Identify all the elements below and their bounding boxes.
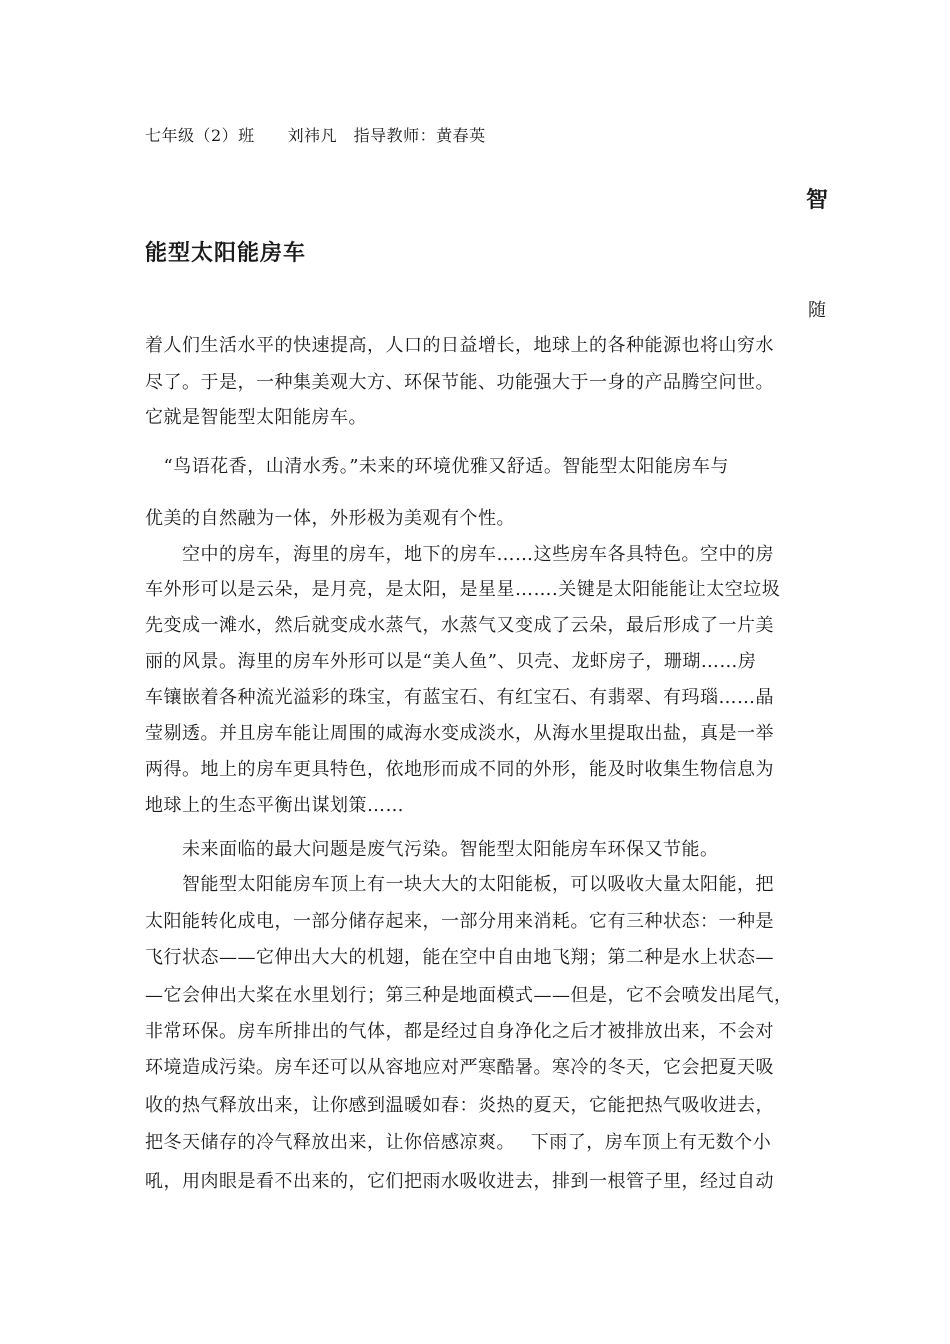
body-line: 两得。地上的房车更具特色，依地形而成不同的外形，能及时收集生物信息为 bbox=[145, 759, 774, 780]
body-line: “鸟语花香，山清水秀。”未来的环境优雅又舒适。智能型太阳能房车与 bbox=[145, 456, 729, 477]
body-line: 把冬天储存的冷气释放出来，让你倍感凉爽。 下雨了，房车顶上有无数个小 bbox=[145, 1132, 772, 1153]
body-line: 飞行状态——它伸出大大的机翅，能在空中自由地飞翔；第二种是水上状态— bbox=[145, 947, 774, 968]
body-line: 尽了。于是，一种集美观大方、环保节能、功能强大于一身的产品腾空问世。 bbox=[145, 372, 774, 393]
body-line: 地球上的生态平衡出谋划策…… bbox=[145, 795, 404, 816]
title-first-char: 智 bbox=[805, 188, 828, 213]
body-line: 优美的自然融为一体，外形极为美观有个性。 bbox=[145, 508, 515, 529]
body-line: 它就是智能型太阳能房车。 bbox=[145, 407, 367, 428]
body-line: 空中的房车，海里的房车，地下的房车……这些房车各具特色。空中的房 bbox=[145, 544, 774, 565]
body-line: 收的热气释放出来，让你感到温暖如春：炎热的夏天，它能把热气吸收进去， bbox=[145, 1095, 774, 1116]
page-title: 能型太阳能房车 bbox=[145, 241, 307, 266]
body-line: 未来面临的最大问题是废气污染。智能型太阳能房车环保又节能。 bbox=[145, 839, 719, 860]
body-line: 吼，用肉眼是看不出来的，它们把雨水吸收进去，排到一根管子里，经过自动 bbox=[145, 1171, 774, 1192]
body-line: 环境造成污染。房车还可以从容地应对严寒酷暑。寒冷的冬天，它会把夏天吸 bbox=[145, 1057, 774, 1078]
body-line: 先变成一滩水，然后就变成水蒸气，水蒸气又变成了云朵，最后形成了一片美 bbox=[145, 615, 774, 636]
body-line: 智能型太阳能房车顶上有一块大大的太阳能板，可以吸收大量太阳能，把 bbox=[145, 874, 774, 895]
body-line: 车镶嵌着各种流光溢彩的珠宝，有蓝宝石、有红宝石、有翡翠、有玛瑙……晶 bbox=[145, 687, 774, 708]
body-line: —它会伸出大桨在水里划行；第三种是地面模式——但是，它不会喷发出尾气， bbox=[145, 985, 793, 1006]
body-line: 非常环保。房车所排出的气体，都是经过自身净化之后才被排放出来，不会对 bbox=[145, 1021, 774, 1042]
body-line: 丽的风景。海里的房车外形可以是“美人鱼”、贝壳、龙虾房子，珊瑚……房 bbox=[145, 651, 757, 672]
author-byline: 七年级（2）班 刘祎凡 指导教师：黄春英 bbox=[145, 126, 486, 145]
body-line: 着人们生活水平的快速提高，人口的日益增长，地球上的各种能源也将山穷水 bbox=[145, 335, 774, 356]
body-line: 车外形可以是云朵，是月亮，是太阳，是星星…….关键是太阳能能让太空垃圾 bbox=[145, 579, 781, 600]
body-line: 莹剔透。并且房车能让周围的咸海水变成淡水，从海水里提取出盐，真是一举 bbox=[145, 723, 774, 744]
body-line: 太阳能转化成电，一部分储存起来，一部分用来消耗。它有三种状态：一种是 bbox=[145, 911, 774, 932]
paragraph-lead-char: 随 bbox=[808, 300, 826, 321]
